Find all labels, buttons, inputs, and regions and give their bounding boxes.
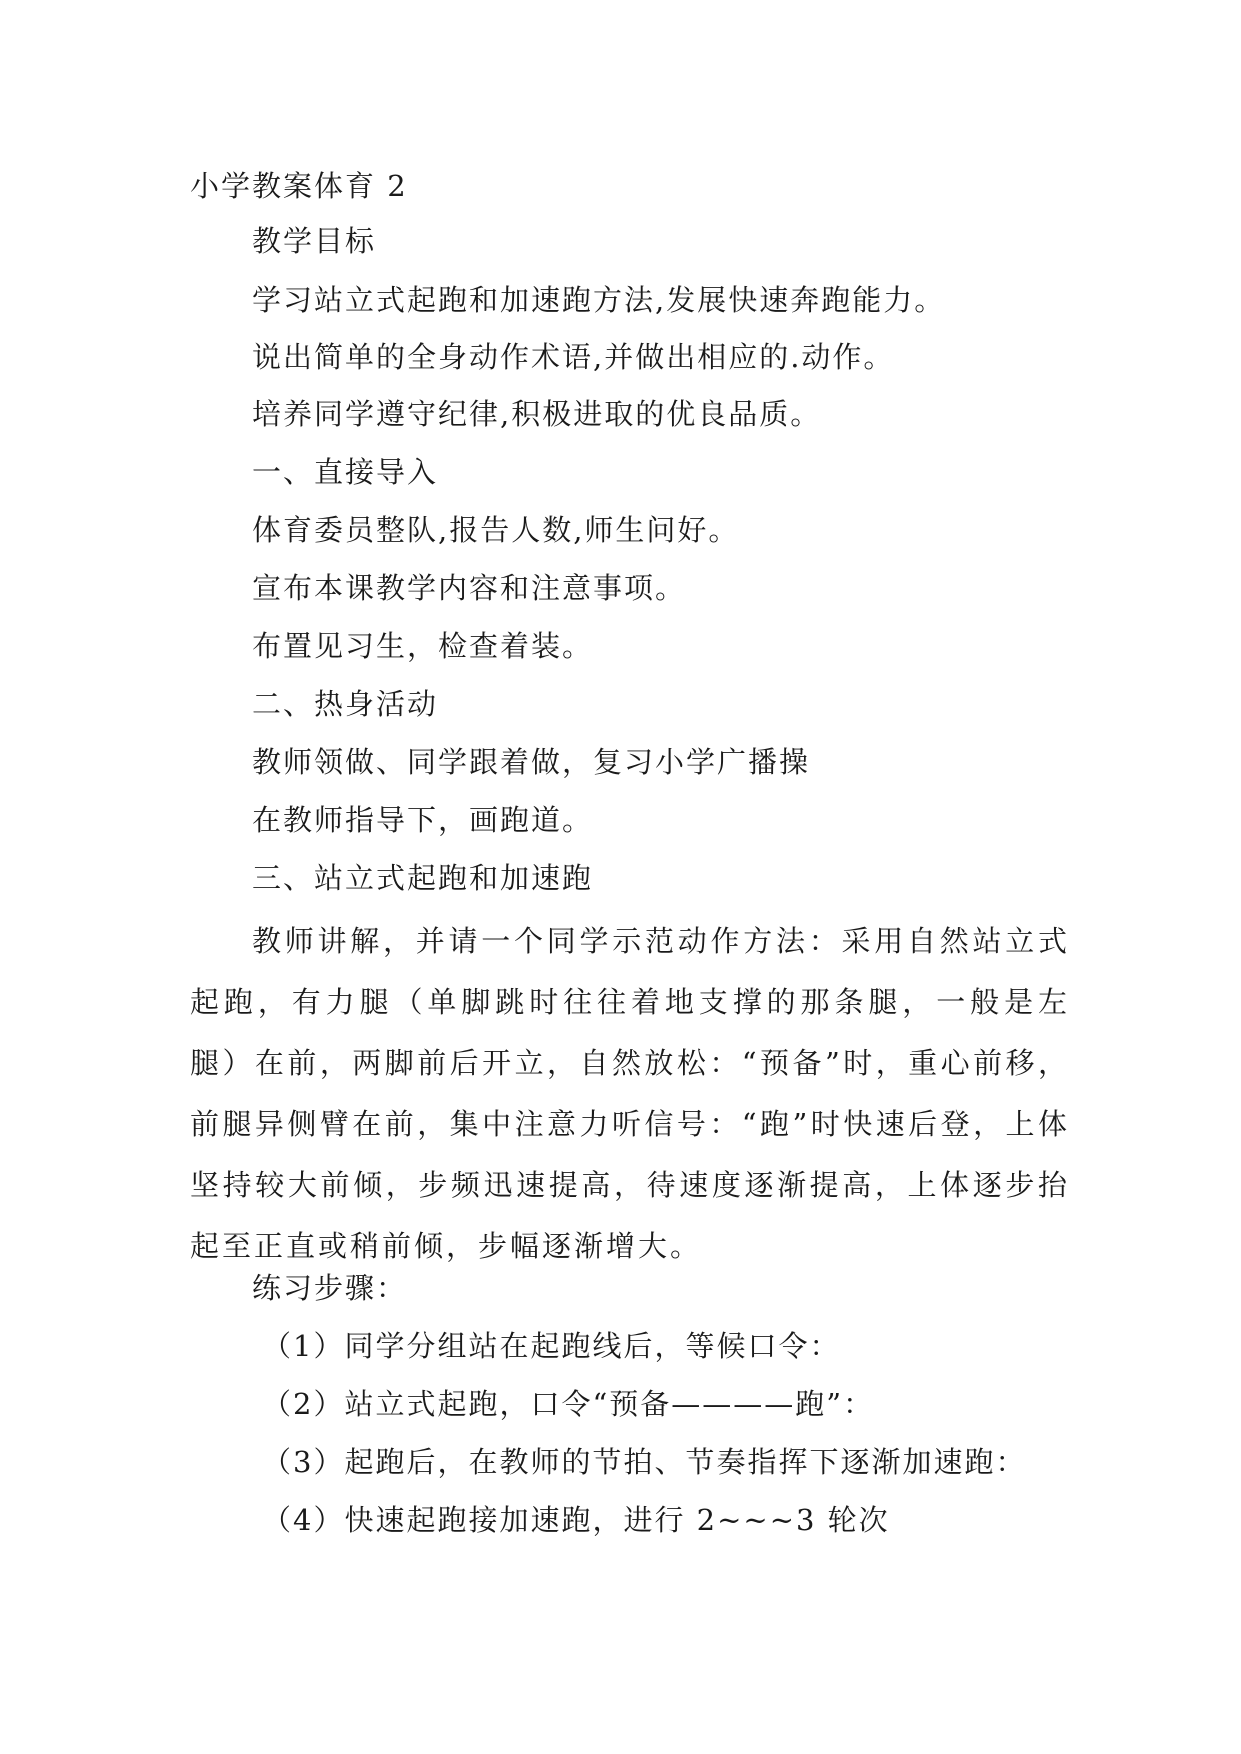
section2-item: 在教师指导下，画跑道。 <box>252 803 594 837</box>
step-item: （3）起跑后，在教师的节拍、节奏指挥下逐渐加速跑： <box>262 1445 1027 1479</box>
section1-item: 布置见习生，检查着装。 <box>252 629 594 663</box>
objective-item: 学习站立式起跑和加速跑方法,发展快速奔跑能力。 <box>252 283 946 317</box>
section-heading-3: 三、站立式起跑和加速跑 <box>252 861 594 895</box>
objective-item: 说出简单的全身动作术语,并做出相应的.动作。 <box>252 340 895 374</box>
section1-item: 宣布本课教学内容和注意事项。 <box>252 571 687 605</box>
document-title: 小学教案体育 2 <box>190 169 408 203</box>
step-item: （1）同学分组站在起跑线后，等候口令： <box>262 1329 841 1363</box>
step-item: （2）站立式起跑，口令“预备————跑”： <box>262 1387 875 1421</box>
section-heading-2: 二、热身活动 <box>252 687 439 721</box>
step-item: （4）快速起跑接加速跑，进行 2~~~3 轮次 <box>262 1503 890 1537</box>
steps-heading: 练习步骤： <box>252 1271 408 1305</box>
section-heading-1: 一、直接导入 <box>252 455 439 489</box>
objectives-heading: 教学目标 <box>252 224 377 258</box>
section2-item: 教师领做、同学跟着做，复习小学广播操 <box>252 745 811 779</box>
section3-paragraph: 教师讲解，并请一个同学示范动作方法：采用自然站立式起跑，有力腿（单脚跳时往往着地支撑的那条腿，一般是左腿）在前，两脚前后开立，自然放松：“预备”时，重心前移，前腿异侧臂在前，集中注意力听信号：“跑”时快速后登，上体坚持较大前倾，步频迅速提高，待速度逐渐提高，上体逐步抬起至正直或稍前倾，步幅逐渐增大。 <box>190 924 1070 1263</box>
objective-item: 培养同学遵守纪律,积极进取的优良品质。 <box>252 397 822 431</box>
section1-item: 体育委员整队,报告人数,师生问好。 <box>252 513 740 547</box>
